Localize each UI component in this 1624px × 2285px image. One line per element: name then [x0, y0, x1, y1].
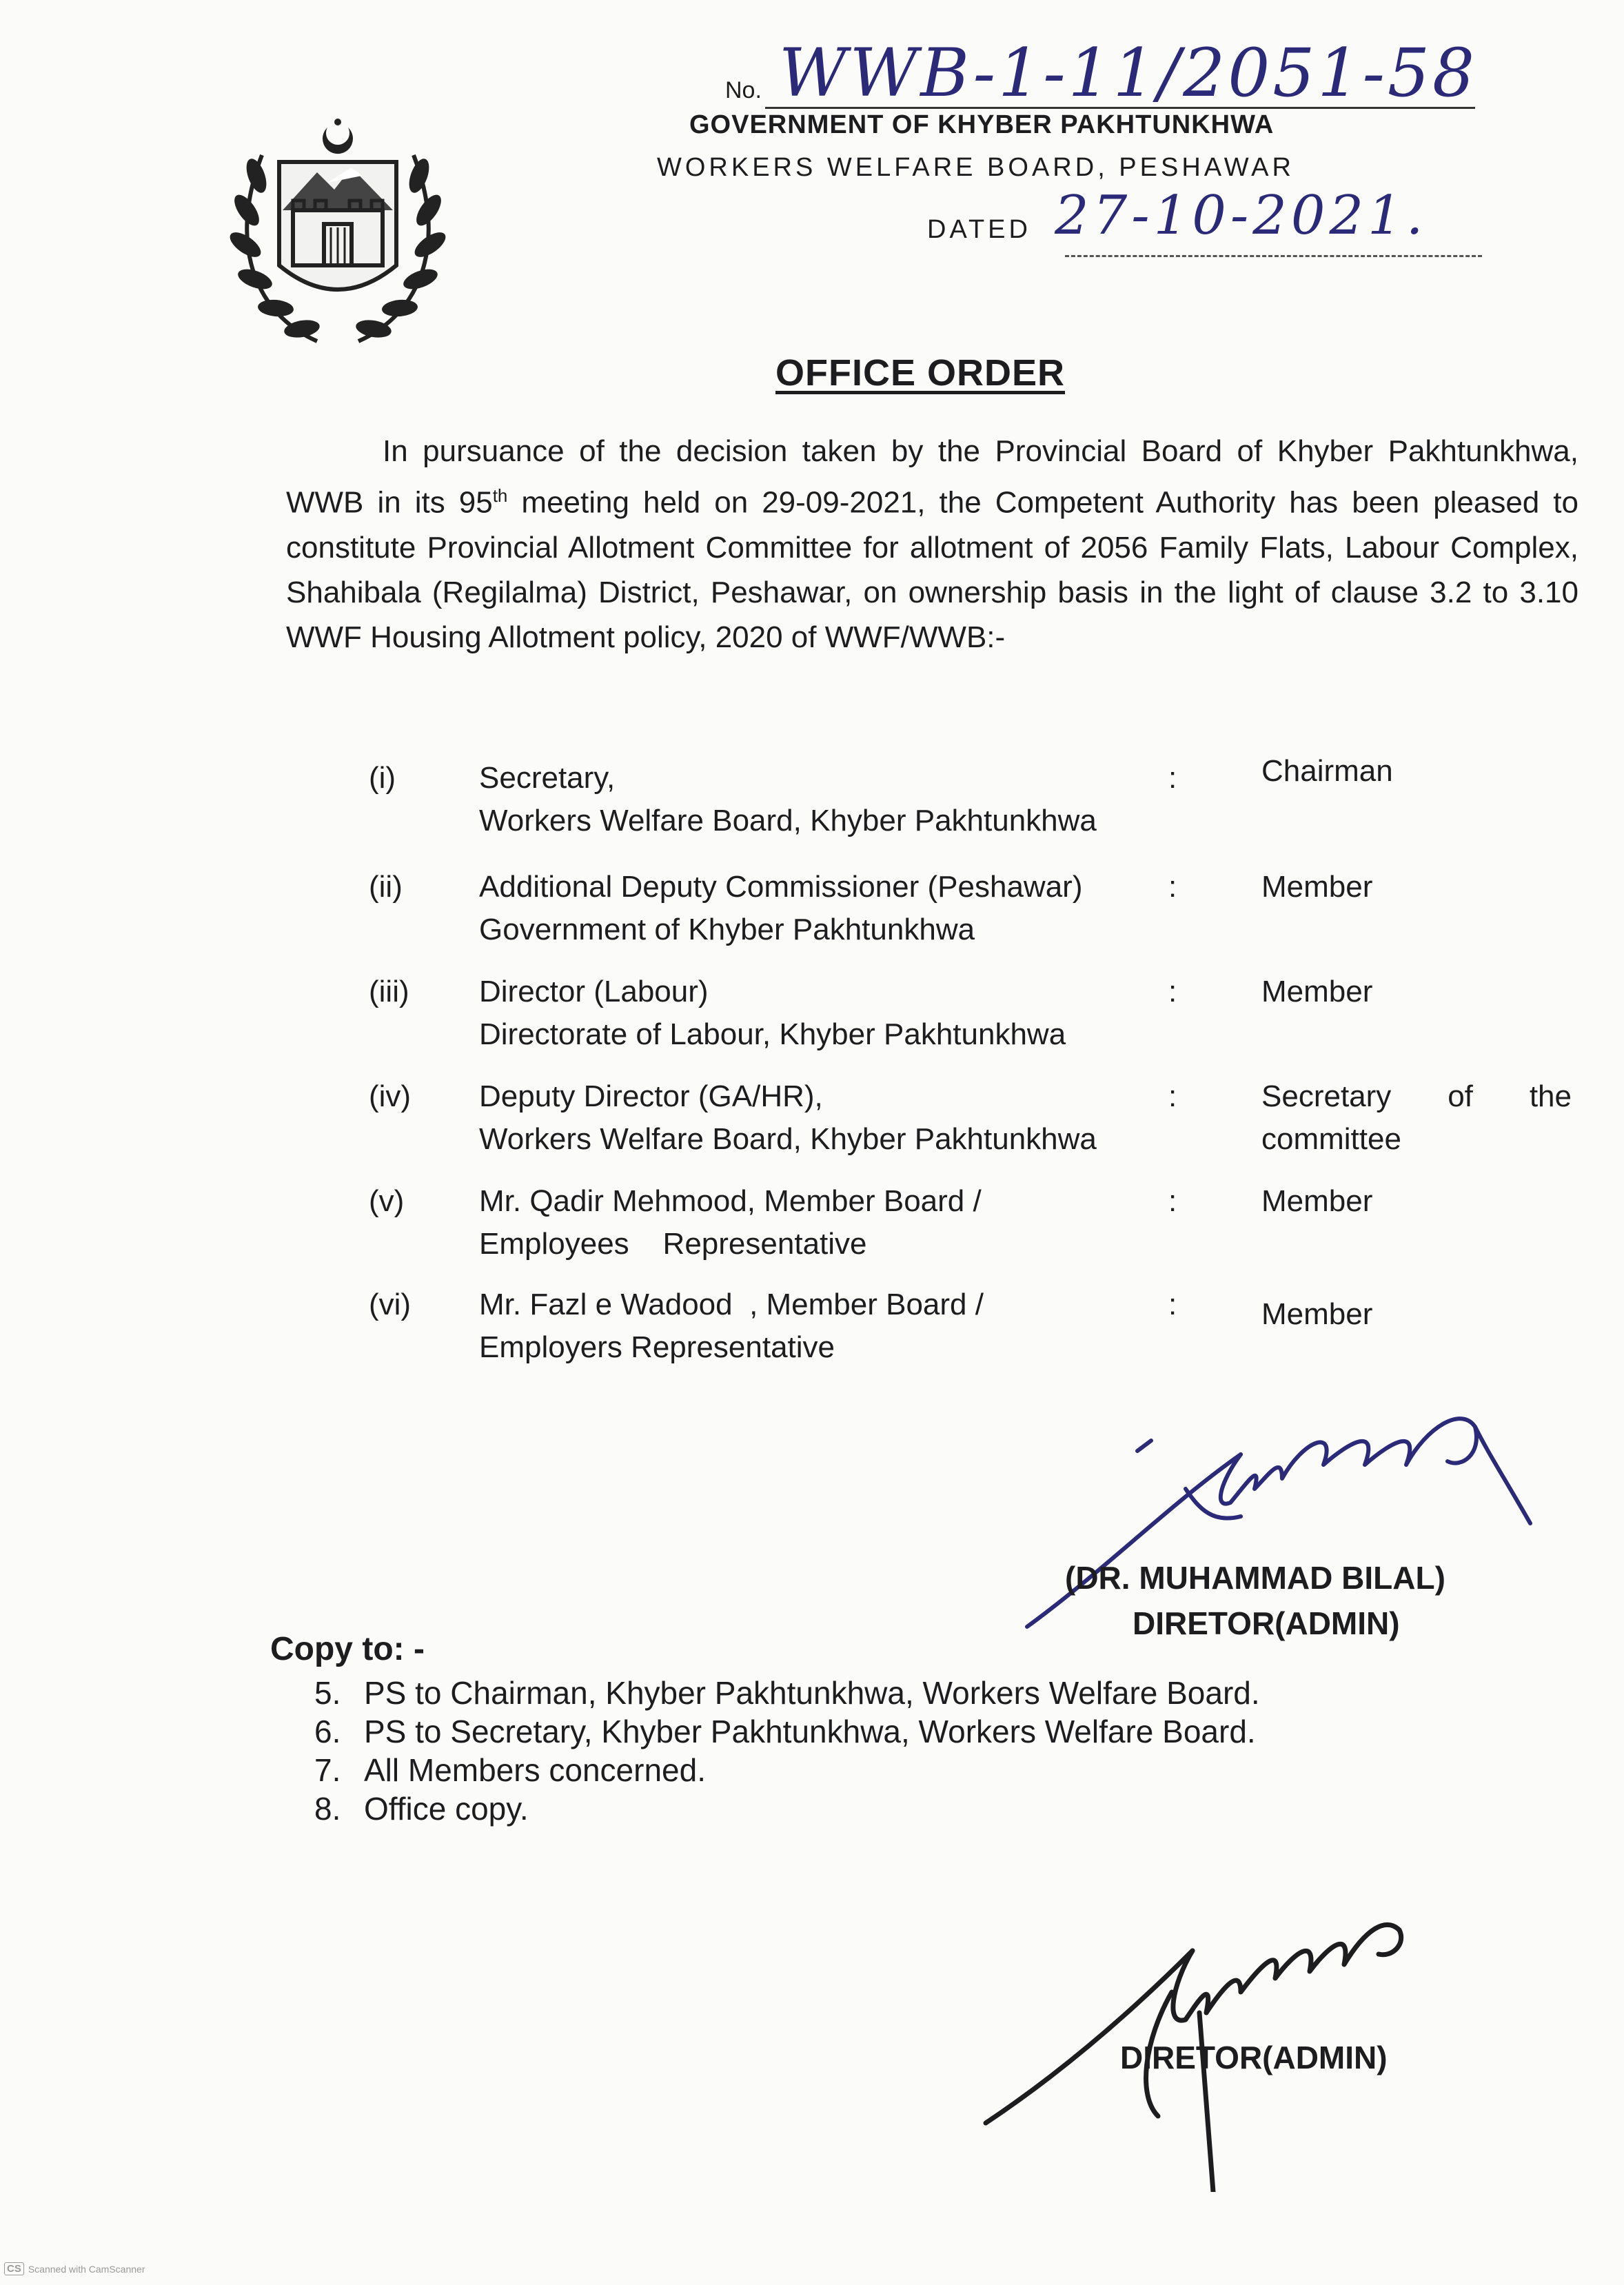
- member-line1: Mr. Qadir Mehmood, Member Board /: [479, 1184, 982, 1218]
- member-line1: Secretary,: [479, 761, 616, 795]
- list-item: [314, 1789, 1260, 1828]
- member-colon: :: [1168, 761, 1177, 795]
- watermark-text: Scanned with CamScanner: [28, 2263, 145, 2275]
- copy-to-list: [314, 1674, 1260, 1828]
- intro-paragraph: [286, 429, 1579, 660]
- member-colon: :: [1168, 870, 1177, 904]
- copy-item-number: 8.: [314, 1791, 341, 1827]
- signatory-title: DIRETOR(ADMIN): [1133, 1605, 1400, 1641]
- government-title: GOVERNMENT OF KHYBER PAKHTUNKHWA: [689, 110, 1275, 139]
- copy-item-number: 5.: [314, 1675, 341, 1711]
- copy-item-text: PS to Chairman, Khyber Pakhtunkhwa, Workers Welfare Board.: [364, 1675, 1260, 1711]
- member-designation: [479, 1075, 1168, 1161]
- member-line1: Deputy Director (GA/HR),: [479, 1079, 823, 1113]
- member-line2: Workers Welfare Board, Khyber Pakhtunkhwa: [479, 1122, 1097, 1156]
- dated-underline: [1065, 255, 1482, 257]
- member-role: Member: [1261, 1297, 1373, 1331]
- member-role: Member: [1261, 1184, 1373, 1218]
- member-number: (i): [369, 761, 396, 795]
- member-line1: Director (Labour): [479, 975, 709, 1008]
- list-item: [314, 1751, 1260, 1789]
- member-colon: :: [1168, 1079, 1177, 1113]
- committee-row: [369, 971, 1582, 1075]
- member-role: Chairman: [1261, 754, 1393, 788]
- copy-item-text: PS to Secretary, Khyber Pakhtunkhwa, Workers Welfare Board.: [364, 1714, 1256, 1749]
- member-number: (vi): [369, 1288, 412, 1321]
- committee-row: [369, 866, 1582, 971]
- copy-item-number: 7.: [314, 1752, 341, 1788]
- member-line2: Directorate of Labour, Khyber Pakhtunkhwa: [479, 1017, 1066, 1051]
- intro-superscript: th: [492, 485, 508, 506]
- government-emblem-logo: [214, 107, 462, 355]
- reference-number-handwritten: WWB-1-11/2051-58: [779, 34, 1478, 112]
- dated-value-handwritten: 27-10-2021.: [1055, 185, 1428, 247]
- member-designation: [479, 1180, 1168, 1266]
- member-colon: :: [1168, 975, 1177, 1008]
- committee-row: [369, 1180, 1582, 1283]
- committee-row: [369, 754, 1582, 866]
- board-name: WORKERS WELFARE BOARD, PESHAWAR: [657, 153, 1295, 182]
- dated-label: DATED: [927, 215, 1031, 244]
- member-designation: [479, 866, 1168, 951]
- ref-no-prefix: No.: [725, 77, 762, 103]
- member-designation: [479, 971, 1168, 1056]
- committee-row: [369, 1283, 1582, 1380]
- signatory-2-title: DIRETOR(ADMIN): [1120, 2040, 1388, 2075]
- copy-to-heading: Copy to: -: [270, 1631, 425, 1667]
- member-line2: Government of Khyber Pakhtunkhwa: [479, 913, 975, 946]
- scanner-watermark: [4, 2262, 145, 2275]
- member-colon: :: [1168, 1288, 1177, 1321]
- camscanner-badge-icon: CS: [4, 2262, 24, 2275]
- member-number: (ii): [369, 870, 403, 904]
- reference-underline: [765, 107, 1475, 109]
- member-role: Member: [1261, 870, 1373, 904]
- intro-text-part1: In pursuance of the decision taken by the Provincial Board of Khyber Pakhtunkhwa, WWB in its 95: [286, 434, 1579, 520]
- document-title: OFFICE ORDER: [775, 352, 1066, 394]
- signatory-name: (DR. MUHAMMAD BILAL): [1065, 1560, 1445, 1596]
- member-line2: Workers Welfare Board, Khyber Pakhtunkhwa: [479, 804, 1097, 837]
- member-number: (v): [369, 1184, 405, 1218]
- member-designation: [479, 757, 1168, 842]
- list-item: [314, 1712, 1260, 1751]
- member-line2: Employees Representative: [479, 1227, 867, 1261]
- committee-row: [369, 1075, 1582, 1180]
- member-line1: Mr. Fazl e Wadood , Member Board /: [479, 1288, 984, 1321]
- copy-item-text: Office copy.: [364, 1791, 529, 1827]
- copy-item-number: 6.: [314, 1714, 341, 1749]
- intro-text-part2: meeting held on 29-09-2021, the Competent Authority has been pleased to constitute Provincial Allotment Committee for allotment of 2056 Family Flats, Labour Complex, Shahibala (Regilalma) District, Peshawar, on ownership basis in the light of clause 3.2 to 3.10 WWF Housing Allotment policy, 2020 of WWF/WWB:-: [286, 485, 1579, 654]
- committee-list: [369, 754, 1582, 1380]
- member-role: Secretary of the committee: [1261, 1079, 1572, 1156]
- member-number: (iii): [369, 975, 409, 1008]
- member-line2: Employers Representative: [479, 1330, 835, 1364]
- member-designation: [479, 1283, 1168, 1369]
- list-item: [314, 1674, 1260, 1712]
- copy-item-text: All Members concerned.: [364, 1752, 706, 1788]
- member-number: (iv): [369, 1079, 412, 1113]
- member-colon: :: [1168, 1184, 1177, 1218]
- member-role: Member: [1261, 975, 1373, 1008]
- member-line1: Additional Deputy Commissioner (Peshawar): [479, 870, 1083, 904]
